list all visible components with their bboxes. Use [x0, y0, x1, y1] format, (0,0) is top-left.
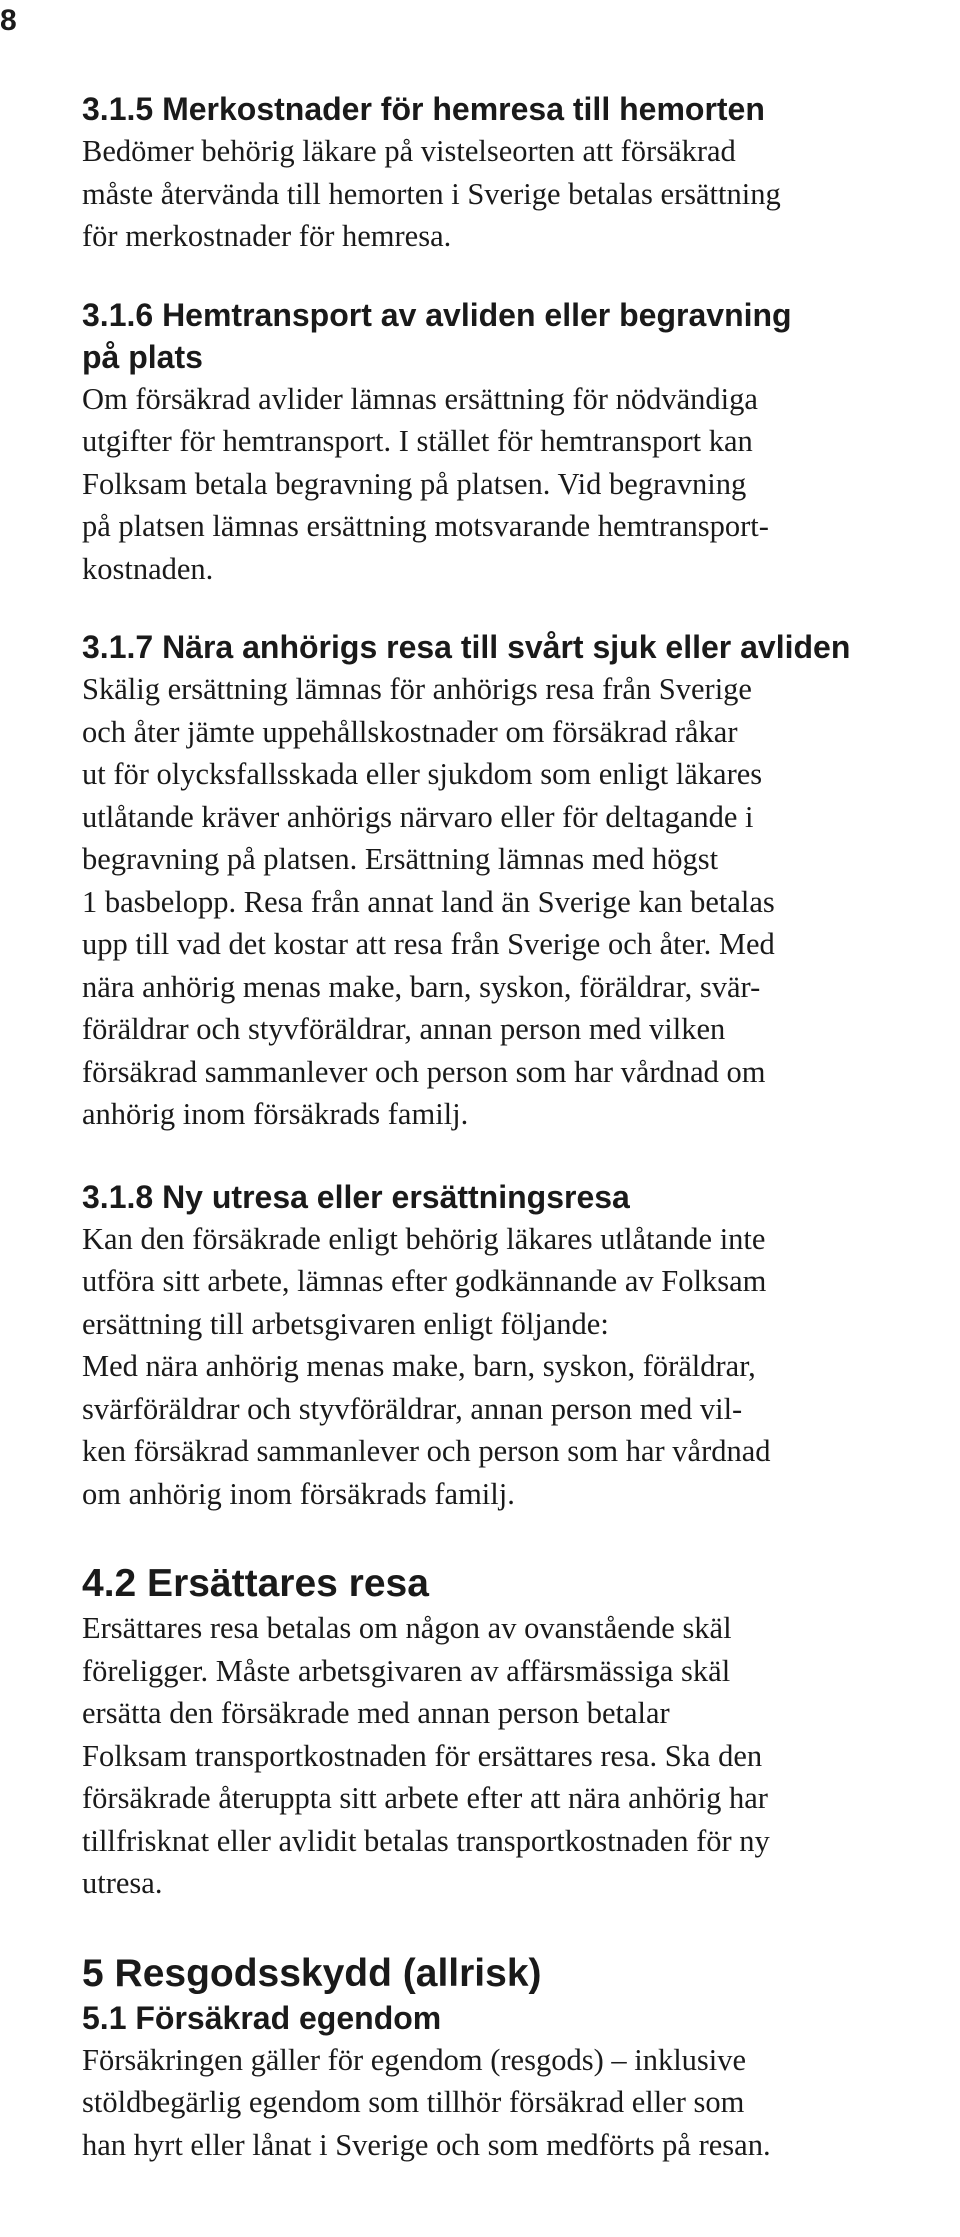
heading-line: 3.1.5 Merkostnader för hemresa till hemorten	[82, 91, 765, 127]
section-body	[82, 1607, 952, 1905]
section-5-1	[82, 1997, 952, 2167]
body-line: nära anhörig menas make, barn, syskon, föräldrar, svär-	[82, 969, 761, 1004]
heading-line: 4.2 Ersättares resa	[82, 1562, 429, 1605]
section-body	[82, 130, 952, 258]
body-line: på platsen lämnas ersättning motsvarande hemtransport-	[82, 509, 769, 543]
section-4-2	[82, 1561, 952, 1905]
body-line: försäkrade återuppta sitt arbete efter att nära anhörig har	[82, 1781, 768, 1815]
body-line: han hyrt eller lånat i Sverige och som medförts på resan.	[82, 2127, 771, 2162]
section-3-1-7	[82, 626, 952, 1136]
section-body	[82, 2039, 952, 2167]
body-line: Kan den försäkrade enligt behörig läkares utlåtande inte	[82, 1221, 766, 1256]
body-line: ken försäkrad sammanlever och person som har vårdnad	[82, 1434, 771, 1468]
body-line: utföra sitt arbete, lämnas efter godkännande av Folksam	[82, 1264, 767, 1298]
body-line: föräldrar och styvföräldrar, annan person med vilken	[82, 1012, 726, 1046]
section-body	[82, 668, 952, 1136]
section-heading	[82, 1561, 952, 1607]
body-line: försäkrad sammanlever och person som har vårdnad om	[82, 1054, 766, 1089]
section-heading	[82, 1176, 952, 1218]
heading-line: på plats	[82, 338, 203, 375]
body-line: Om försäkrad avlider lämnas ersättning för nödvändiga	[82, 381, 758, 416]
body-line: Skälig ersättning lämnas för anhörigs resa från Sverige	[82, 672, 752, 706]
body-line: 1 basbelopp. Resa från annat land än Sverige kan betalas	[82, 884, 775, 919]
body-line: upp till vad det kostar att resa från Sverige och åter. Med	[82, 927, 775, 961]
body-line: ut för olycksfallsskada eller sjukdom som enligt läkares	[82, 757, 763, 791]
body-line: Bedömer behörig läkare på vistelseorten att försäkrad	[82, 134, 736, 168]
body-line: tillfrisknat eller avlidit betalas transportkostnaden för ny	[82, 1823, 770, 1858]
body-line: om anhörig inom försäkrads familj.	[82, 1476, 515, 1511]
body-line: kostnaden.	[82, 551, 214, 586]
page-number: 8	[0, 4, 17, 37]
section-3-1-6	[82, 294, 952, 591]
heading-line: 5.1 Försäkrad egendom	[82, 1999, 442, 2036]
section-heading	[82, 1997, 952, 2039]
body-line: Folksam transportkostnaden för ersättares resa. Ska den	[82, 1738, 763, 1773]
body-line: begravning på platsen. Ersättning lämnas med högst	[82, 842, 719, 876]
body-line: ersätta den försäkrade med annan person betalar	[82, 1696, 670, 1730]
heading-line: 5 Resgodsskydd (allrisk)	[82, 1951, 542, 1995]
body-line: anhörig inom försäkrads familj.	[82, 1097, 469, 1131]
body-line: Folksam betala begravning på platsen. Vid begravning	[82, 466, 747, 501]
body-line: föreligger. Måste arbetsgivaren av affärsmässiga skäl	[82, 1653, 731, 1688]
heading-line: 3.1.7 Nära anhörigs resa till svårt sjuk eller avliden	[82, 629, 851, 665]
body-line: Med nära anhörig menas make, barn, syskon, föräldrar,	[82, 1349, 756, 1383]
section-body	[82, 378, 952, 591]
body-line: ersättning till arbetsgivaren enligt följande:	[82, 1306, 609, 1341]
section-3-1-5	[82, 88, 952, 258]
section-5	[82, 1951, 952, 1997]
section-heading	[82, 88, 952, 130]
body-line: och åter jämte uppehållskostnader om försäkrad råkar	[82, 714, 738, 749]
body-line: Ersättares resa betalas om någon av ovanstående skäl	[82, 1611, 732, 1645]
body-line: för merkostnader för hemresa.	[82, 219, 452, 253]
section-heading	[82, 626, 952, 668]
section-body	[82, 1218, 952, 1516]
section-heading	[82, 294, 952, 378]
heading-line: 3.1.6 Hemtransport av avliden eller begravning	[82, 296, 792, 333]
heading-line: 3.1.8 Ny utresa eller ersättningsresa	[82, 1178, 630, 1215]
body-line: Försäkringen gäller för egendom (resgods) – inklusive	[82, 2042, 747, 2077]
document-content	[82, 88, 952, 2166]
body-line: måste återvända till hemorten i Sverige betalas ersättning	[82, 176, 781, 211]
body-line: utresa.	[82, 1866, 163, 1900]
section-3-1-8	[82, 1176, 952, 1516]
body-line: utlåtande kräver anhörigs närvaro eller för deltagande i	[82, 799, 754, 834]
body-line: utgifter för hemtransport. I stället för hemtransport kan	[82, 424, 753, 458]
chapter-heading	[82, 1951, 952, 1997]
body-line: svärföräldrar och styvföräldrar, annan person med vil-	[82, 1391, 743, 1426]
body-line: stöldbegärlig egendom som tillhör försäkrad eller som	[82, 2085, 745, 2119]
